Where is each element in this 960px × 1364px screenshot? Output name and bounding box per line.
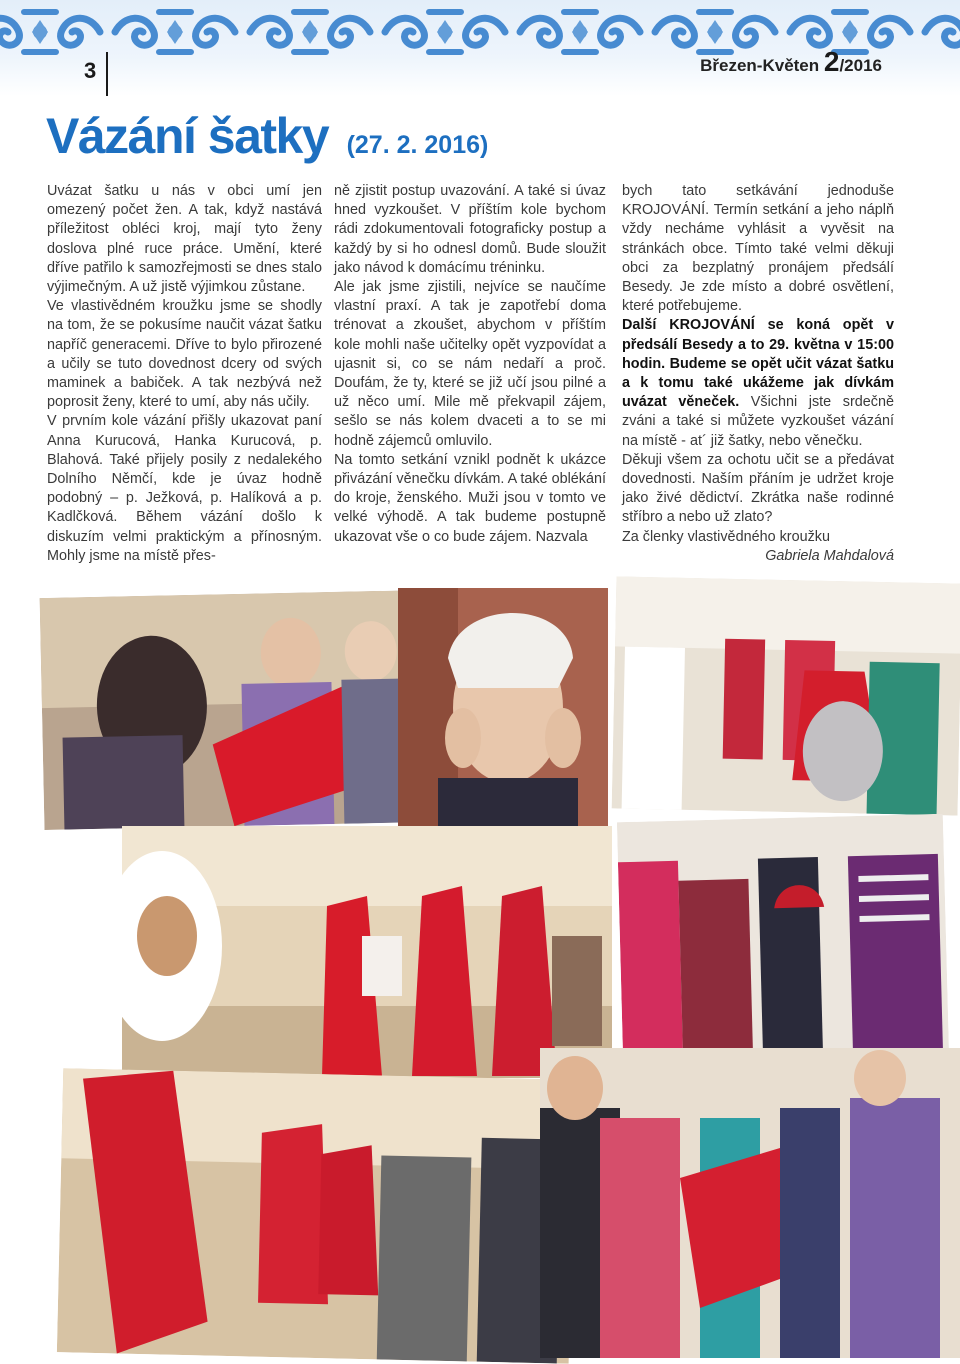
text-column-1 <box>47 182 322 566</box>
paragraph: Ale jak jsme zjistili, nejvíce se naučíme vlastní praxí. A tak je zapotřebí doma trénovat a zkoušet, abychom v příštím kole mohli naše učitelky opět vyzpovídat a ujasnit si, co se nám nedaří a proč. Doufám, že ty, které se již učí jsou pilné a už něco umí. Mile mě překvapil zájem, sešlo se nás kolem dvaceti a to se mi hodně zájemců omluvilo. <box>334 279 606 449</box>
article-date: (27. 2. 2016) <box>346 131 489 159</box>
announcement-bold: Další KROJOVÁNÍ se koná opět v předsálí Besedy a to 29. května v 15:00 hodin. Budeme se opět učit vázat šatku a k tomu také ukážeme jak dívkám uvázat věneček. <box>622 317 894 411</box>
photo-demonstration-circle <box>540 1048 960 1358</box>
photo-interior-scarves <box>122 826 612 1078</box>
text-column-3 <box>622 182 894 566</box>
issue-label <box>700 46 882 78</box>
photo-group-red-scarves <box>612 576 960 815</box>
paragraph-announcement <box>622 316 894 450</box>
paragraph: Za členky vlastivědného kroužku <box>622 528 830 545</box>
photo-white-scarf-woman <box>398 588 608 826</box>
paragraph: Uvázat šatku u nás v obci umí jen omezený počet žen. A tak, když nastává příležitost obléci kroj, mají tyto ženy doslova plné ruce práce. Umění, které dříve patřilo k samozřejmosti se dnes stalo výjimečným. A už jistě výjimkou zůstane. <box>47 183 322 296</box>
paragraph: Ve vlastivědném kroužku jsme se shodly na tom, že se pokusíme naučit vázat šatku napříč generacemi. Dříve to bylo přirozené a učily se tuto dovednost dcery od svých maminek a babiček. A tak nezbývá než poprosit ženy, které to umí, aby nás učily. <box>47 298 322 411</box>
page-number: 3 <box>84 58 97 83</box>
article-title-text: Vázání šatky <box>46 108 329 164</box>
issue-months: Březen-Květen <box>700 56 824 75</box>
signature: Gabriela Mahdalová <box>765 547 894 564</box>
text-column-2 <box>334 182 606 547</box>
page-number-divider <box>106 52 108 96</box>
paragraph: V prvním kole vázání přišly ukazovat paní Anna Kurucová, Hanka Kurucová, p. Blahová. Také přijely posily z nedalekého Dolního Němčí, kde je úvaz hodně podobný – p. Ježková, p. Halíková a p. Kadlčková. Během vázání došlo k diskuzím velmi praktickým a přínosným. Mohly jsme na místě přes- <box>47 413 322 564</box>
article-title <box>46 106 488 166</box>
paragraph: Děkuji všem za ochotu učit se a předávat dovednosti. Naším přáním je udržet kroje jako živé dědictví. Zkrátka naše rodinné stříbro a nebo už zlato? <box>622 451 894 526</box>
photo-red-scarves-back-view <box>57 1068 575 1364</box>
issue-number: 2 <box>823 46 840 77</box>
paragraph: Na tomto setkání vznikl podnět k ukázce přivázání věnečku dívkám. A také oblékání do kroje, ženského. Muži jsou v tomto ve velké výhodě. A tak budeme postupně ukazovat vše o co bude zájem. Nazvala <box>334 451 606 545</box>
paragraph: bych tato setkávání jednoduše KROJOVÁNÍ. Termín setkání a jeho náplň vždy necháme vyhlásit a vyvěsit na stránkách obce. Tímto také velmi děkuji obci za bezplatný pronájem předsálí Besedy. Je zde místo a dobré osvětlení, které potřebujeme. <box>622 183 894 315</box>
announcement-rest: Všichni jste srdečně zváni a také si můžete vyzkoušet vázání na místě - at´ již šatky, nebo věnečku. <box>622 394 894 449</box>
paragraph: ně zjistit postup uvazování. A také si úvaz hned vyzkoušet. V příštím kole bychom rádi zdokumentovali fotograficky postup a každý by si ho odnesl domů. Bude sloužit jako návod k domácímu tréninku. <box>334 183 606 276</box>
photo-women-group <box>617 814 949 1064</box>
photo-tying-red-scarf <box>40 590 435 830</box>
issue-year: /2016 <box>839 56 882 75</box>
